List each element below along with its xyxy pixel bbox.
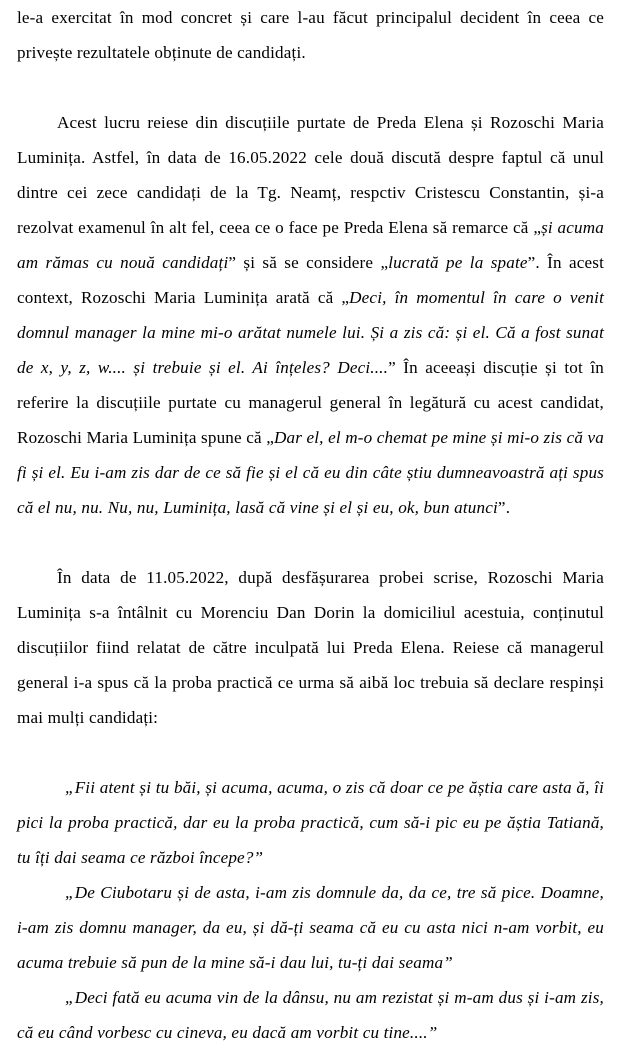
quotation-2-close-mark: ” xyxy=(443,953,453,972)
quotation-1-open-mark: „ xyxy=(65,778,75,797)
paragraph-discussions xyxy=(17,105,604,525)
quotation-3-open-mark: „ xyxy=(65,988,75,1007)
quotation-1-text: Fii atent și tu băi, și acuma, acuma, o zis că doar ce pe ăștia care asta ă, îi pici la proba practică, dar eu la proba practică, cum să-i pic eu pe ăștia Tatiană, tu îți dai seama ce război începe? xyxy=(17,778,604,867)
quotation-1-close-mark: ” xyxy=(253,848,264,867)
quote-close-4: ” xyxy=(497,498,506,517)
quotation-2-text: De Ciubotaru și de asta, i-am zis domnule da, da ce, tre să pice. Doamne, i-am zis domnu manager, da eu, și dă-ți seama că eu cu asta nici n-am vorbit, eu acuma trebuie să pun de la mine să-i dau lui, tu-ți dai seama xyxy=(17,883,604,972)
paragraph-continuation xyxy=(17,0,604,70)
quote-open-2: „ xyxy=(380,253,389,272)
paragraph-meeting-text: În data de 11.05.2022, după desfășurarea probei scrise, Rozoschi Maria Luminița s-a întâlnit cu Morenciu Dan Dorin la domiciliul acestuia, conținutul discuțiilor fiind relatat de către inculpată lui Preda Elena. Reiese că managerul general i-a spus că la proba practică ce urma să aibă loc trebuia să declare respinși mai mulți candidați: xyxy=(17,568,604,727)
quote-open-1: „ xyxy=(533,218,542,237)
quote-open-4: „ xyxy=(266,428,274,447)
quotation-3-text: Deci fată eu acuma vin de la dânsu, nu am rezistat și m-am dus și i-am zis, că eu când vorbesc cu cineva, eu dacă am vorbit cu tine.... xyxy=(17,988,604,1042)
paragraph-meeting xyxy=(17,560,604,735)
quoted-speech-1: și acuma am rămas cu nouă candidați xyxy=(17,218,604,272)
discussions-run-5: . xyxy=(505,498,511,517)
quotation-2-open-mark: „ xyxy=(65,883,75,902)
paragraph-continuation-text: le-a exercitat în mod concret și care l-au făcut principalul decident în ceea ce privește rezultatele obținute de candidați. xyxy=(17,8,604,62)
quote-open-3: „ xyxy=(341,288,350,307)
quote-close-2: ” xyxy=(527,253,536,272)
discussions-run-1: Acest lucru reiese din discuțiile purtate de Preda Elena și Rozoschi Maria Luminița. Astfel, în data de 16.05.2022 cele două discută despre faptul că unul dintre cei zece candidați de la Tg. Neamț, respctiv Cristescu Constantin, și-a rezolvat examenul în alt fel, ceea ce o face pe Preda Elena să remarce că xyxy=(17,113,604,237)
quoted-speech-3: Deci, în momentul în care o venit domnul manager la mine mi-o arătat numele lui. Și a zis că: și el. Că a fost sunat de x, y, z, w.... și trebuie și el. Ai înțeles? Deci.... xyxy=(17,288,604,377)
quotation-block-2 xyxy=(17,875,604,980)
discussions-run-2: și să se considere xyxy=(236,253,381,272)
quoted-speech-2: lucrată pe la spate xyxy=(388,253,528,272)
quotation-block-3 xyxy=(17,980,604,1050)
discussions-run-4: În aceeași discuție și tot în referire la discuțiile purtate cu managerul general în legătură cu acest candidat, Rozoschi Maria Luminița spune că xyxy=(17,358,604,447)
quote-close-1: ” xyxy=(228,253,237,272)
quotation-3-close-mark: ” xyxy=(427,1023,438,1042)
quoted-speech-4: Dar el, el m-o chemat pe mine și mi-o zis că va fi și el. Eu i-am zis dar de ce să fie și el că eu din câte știu dumneavoastră ați spus că el nu, nu. Nu, nu, Luminița, lasă că vine și el și eu, ok, bun atunci xyxy=(17,428,604,517)
discussions-run-3: . În acest context, Rozoschi Maria Luminița arată că xyxy=(17,253,604,307)
quote-close-3: ” xyxy=(388,358,396,377)
quotation-block-1 xyxy=(17,770,604,875)
